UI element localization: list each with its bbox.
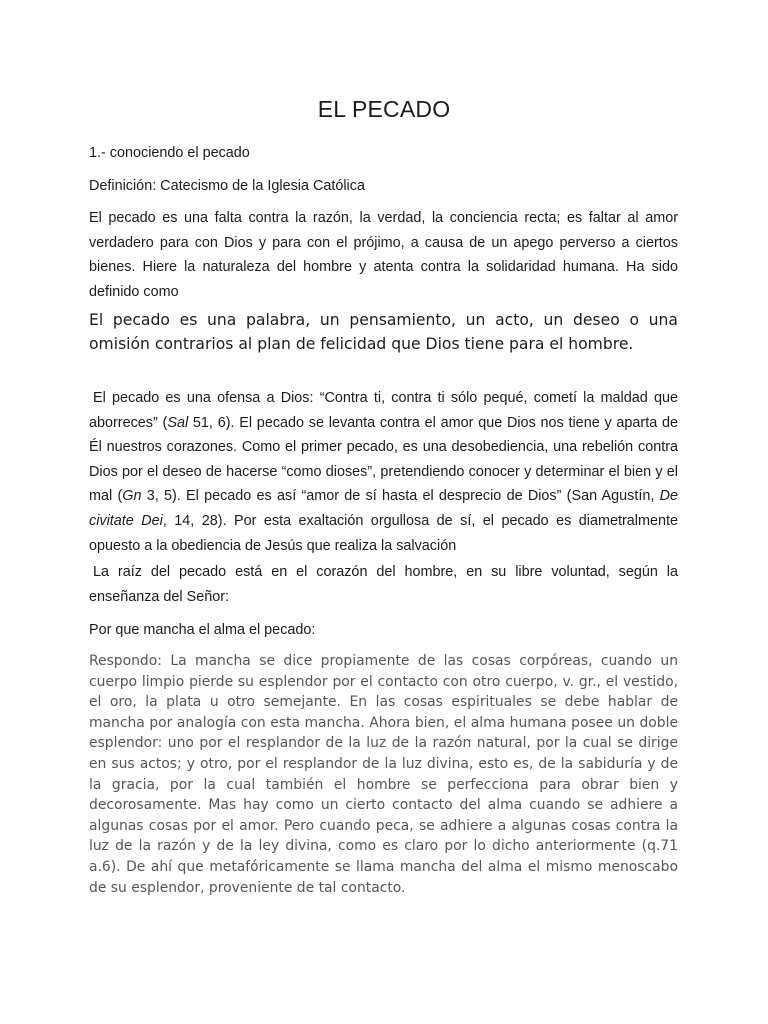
section-heading: 1.- conociendo el pecado <box>89 145 250 161</box>
bible-ref-sal: Sal <box>167 414 189 431</box>
definition-line: Definición: Catecismo de la Iglesia Católica <box>89 178 365 194</box>
question-heading: Por que mancha el alma el pecado: <box>89 622 316 638</box>
definition-quote: El pecado es una palabra, un pensamiento, un acto, un deseo o una omisión contrarios al plan de felicidad que Dios tiene para el hombre. <box>89 311 678 353</box>
paragraph-2-text-4: , 14, 28). Por esta exaltación orgullosa de sí, el pecado es diametralmente opuesto a la obediencia de Jesús que realiza la salvación <box>89 512 678 554</box>
answer-paragraph: Respondo: La mancha se dice propiamente de las cosas corpóreas, cuando un cuerpo limpio pierde su esplendor por el contacto con otro cuerpo, v. gr., el vestido, el oro, la plata u otro semejante. En las cosas espirituales se debe hablar de mancha por analogía con esta mancha. Ahora bien, el alma humana posee un doble esplendor: uno por el resplandor de la luz de la razón natural, por la cual se dirige en sus actos; y otro, por el resplandor de la luz divina, esto es, de la sabiduría y de la gracia, por la cual también el hombre se perfecciona para obrar bien y decorosamente. Mas hay como un cierto contacto del alma cuando se adhiere a algunas cosas por el amor. Pero cuando peca, se adhiere a algunas cosas contra la luz de la razón y de la ley divina, como es claro por lo dicho anteriormente (q.71 a.6). De ahí que metafóricamente se llama mancha del alma el mismo menoscabo de su esplendor, proveniente de tal contacto. <box>89 653 678 896</box>
paragraph-2-text-2: 51, 6). El pecado se levanta contra el amor que Dios nos tiene y aparta de Él nuestros corazones. Como el primer pecado, es una desobediencia, una rebelión contra Dios por el deseo de hacerse “como dioses”, pretendiendo conocer y determinar el bien y el mal ( <box>89 414 678 505</box>
book-ref-de-civitate-dei: De civitate Dei <box>89 488 678 529</box>
paragraph-1: El pecado es una falta contra la razón, la verdad, la conciencia recta; es faltar al amor verdadero para con Dios y para con el prójimo, a causa de un apego perverso a ciertos bienes. Hiere la naturaleza del hombre y atenta contra la solidaridad humana. Ha sido definido como <box>89 210 678 300</box>
paragraph-2 <box>89 386 678 558</box>
bible-ref-gn: Gn <box>122 488 142 505</box>
paragraph-2-text-3: 3, 5). El pecado es así “amor de sí hasta el desprecio de Dios” (San Agustín, <box>141 488 660 505</box>
paragraph-2-text-1: El pecado es una ofensa a Dios: “Contra ti, contra ti sólo pequé, cometí la maldad que aborreces” ( <box>89 390 678 431</box>
paragraph-3: La raíz del pecado está en el corazón del hombre, en su libre voluntad, según la enseñanza del Señor: <box>89 564 678 605</box>
document-title: EL PECADO <box>317 96 451 122</box>
